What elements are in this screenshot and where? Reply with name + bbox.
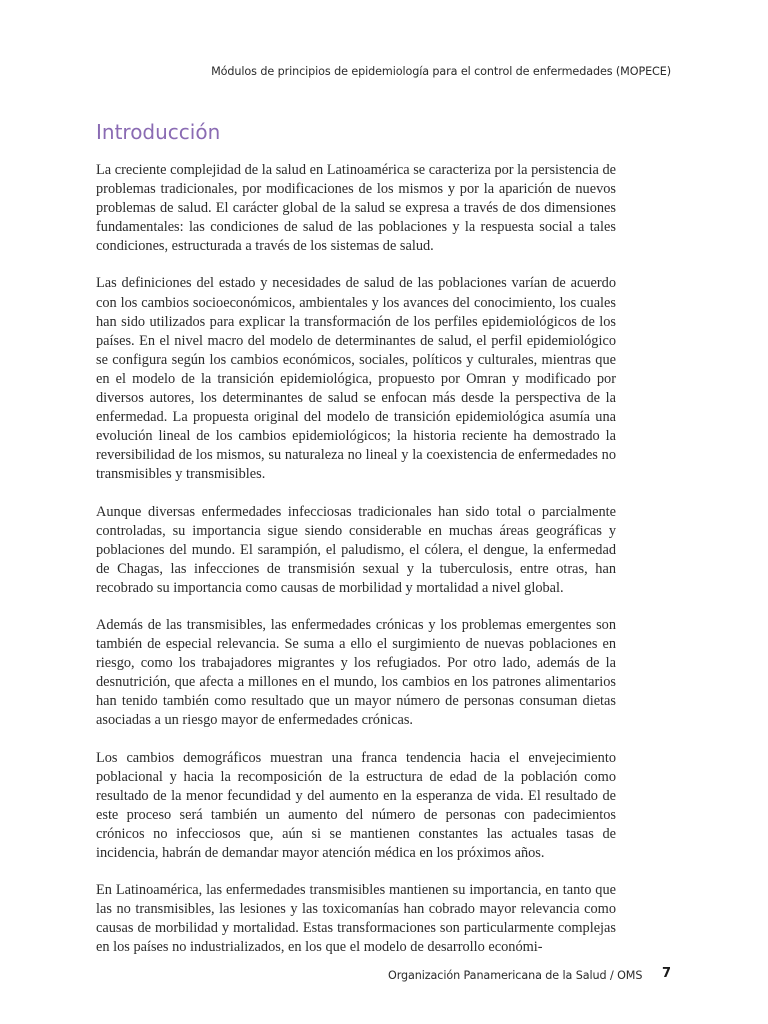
running-header: Módulos de principios de epidemiología para el control de enfermedades (MOPECE) — [211, 65, 671, 78]
running-footer: Organización Panamericana de la Salud / OMS — [388, 969, 643, 982]
paragraph-5: Los cambios demográficos muestran una franca tendencia hacia el envejecimiento poblacional y hacia la recomposición de la estructura de edad de la población como resultado de la menor fecundidad y del aumento en la esperanza de vida. El resultado de este proceso será también un aumento del número de personas con padecimientos crónicos no infecciosos que, aún si se mantienen constantes las actuales tasas de incidencia, habrán de demandar mayor atención médica en los próximos años. — [96, 749, 616, 861]
page-number: 7 — [662, 966, 672, 981]
paragraph-3: Aunque diversas enfermedades infecciosas tradicionales han sido total o parcialmente controladas, su importancia sigue siendo considerable en muchas áreas geográficas y poblaciones del mundo. El sarampión, el paludismo, el cólera, el dengue, la enfermedad de Chagas, las infecciones de transmisión sexual y la tuberculosis, entre otras, han recobrado su importancia como causas de morbilidad y mortalidad a nivel global. — [96, 503, 616, 596]
body-text — [96, 161, 616, 975]
section-title: Introducción — [96, 120, 221, 144]
paragraph-6: En Latinoamérica, las enfermedades transmisibles mantienen su importancia, en tanto que las no transmisibles, las lesiones y las toxicomanías han cobrado mayor relevancia como causas de morbilidad y mortalidad. Estas transformaciones son particularmente complejas en los países no industrializados, en los que el modelo de desarrollo económi- — [96, 882, 616, 956]
paragraph-1: La creciente complejidad de la salud en Latinoamérica se caracteriza por la persistencia de problemas tradicionales, por modificaciones de los mismos y por la aparición de nuevos problemas de salud. El carácter global de la salud se expresa a través de dos dimensiones fundamentales: las condiciones de salud de las poblaciones y la respuesta social a tales condiciones, estructurada a través de los sistemas de salud. — [96, 162, 616, 255]
paragraph-4: Además de las transmisibles, las enfermedades crónicas y los problemas emergentes son también de especial relevancia. Se suma a ello el surgimiento de nuevas poblaciones en riesgo, como los trabajadores migrantes y los refugiados. Por otro lado, además de la desnutrición, que afecta a millones en el mundo, los cambios en los patrones alimentarios han tenido también como resultado que un mayor número de personas consuman dietas asociadas a un riesgo mayor de enfermedades crónicas. — [96, 616, 616, 729]
paragraph-2: Las definiciones del estado y necesidades de salud de las poblaciones varían de acuerdo con los cambios socioeconómicos, ambientales y los avances del conocimiento, los cuales han sido utilizados para explicar la transformación de los perfiles epidemiológicos de los países. En el nivel macro del modelo de determinantes de salud, el perfil epidemiológico se configura según los cambios económicos, sociales, políticos y culturales, mientras que en el modelo de la transición epidemiológica, propuesto por Omran y modificado por diversos autores, los determinantes de salud se enfocan más desde la perspectiva de la enfermedad. La propuesta original del modelo de transición epidemiológica asumía una evolución lineal de los cambios epidemiológicos; la historia reciente ha demostrado la reversibilidad de los mismos, su naturaleza no lineal y la coexistencia de enfermedades no transmisibles y transmisibles. — [96, 275, 616, 483]
